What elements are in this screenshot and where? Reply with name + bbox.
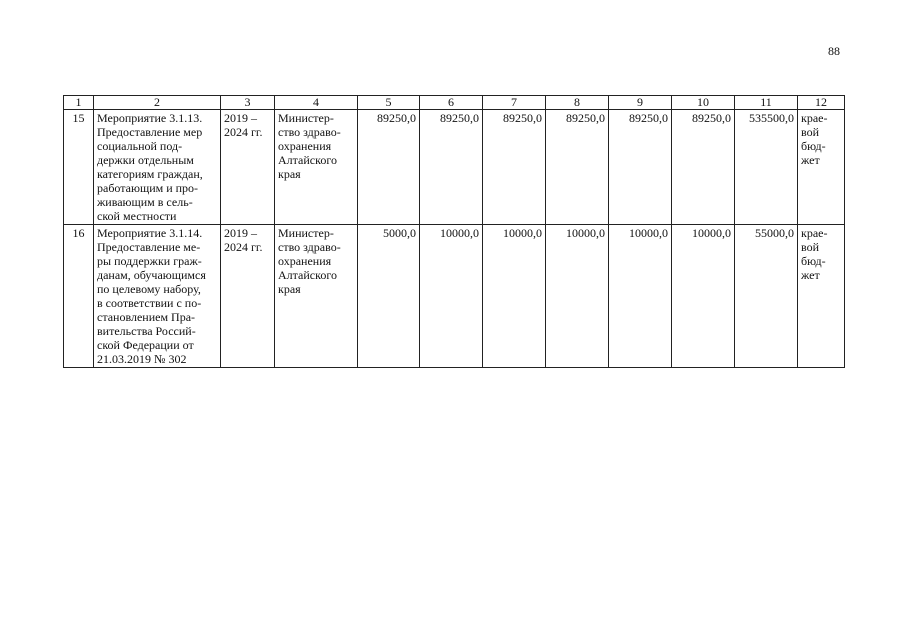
value-cell: 89250,0	[358, 110, 420, 225]
event-description: Мероприятие 3.1.13. Предоставление мер социальной под- держки отдельным категориям граждан, работающим и про- живающим в сель- ской местности	[94, 110, 221, 225]
funding-source-cell: крае- вой бюд- жет	[798, 110, 845, 225]
value-cell: 89250,0	[483, 110, 546, 225]
row-number: 16	[64, 225, 94, 368]
page-number: 88	[828, 44, 840, 58]
executor-cell: Министер- ство здраво- охранения Алтайского края	[275, 110, 358, 225]
table-row	[64, 110, 845, 225]
column-header: 2	[94, 96, 221, 110]
column-header: 12	[798, 96, 845, 110]
column-header: 7	[483, 96, 546, 110]
column-header: 11	[735, 96, 798, 110]
column-header: 1	[64, 96, 94, 110]
value-cell: 10000,0	[483, 225, 546, 368]
period-cell: 2019 – 2024 гг.	[221, 110, 275, 225]
period-cell: 2019 – 2024 гг.	[221, 225, 275, 368]
value-cell: 89250,0	[420, 110, 483, 225]
column-number-row	[64, 96, 845, 110]
column-header: 4	[275, 96, 358, 110]
event-description: Мероприятие 3.1.14. Предоставление ме- ры поддержки граж- данам, обучающимся по целевому набору, в соответствии с по- становлением Пра- вительства Россий- ской Федерации от 21.03.2019 № 302	[94, 225, 221, 368]
value-cell: 89250,0	[546, 110, 609, 225]
row-number: 15	[64, 110, 94, 225]
program-measures-table	[63, 95, 845, 368]
total-cell: 535500,0	[735, 110, 798, 225]
column-header: 10	[672, 96, 735, 110]
value-cell: 10000,0	[609, 225, 672, 368]
executor-cell: Министер- ство здраво- охранения Алтайского края	[275, 225, 358, 368]
column-header: 6	[420, 96, 483, 110]
total-cell: 55000,0	[735, 225, 798, 368]
value-cell: 10000,0	[672, 225, 735, 368]
value-cell: 10000,0	[546, 225, 609, 368]
value-cell: 10000,0	[420, 225, 483, 368]
value-cell: 5000,0	[358, 225, 420, 368]
value-cell: 89250,0	[609, 110, 672, 225]
column-header: 3	[221, 96, 275, 110]
column-header: 5	[358, 96, 420, 110]
column-header: 8	[546, 96, 609, 110]
table-row	[64, 225, 845, 368]
funding-source-cell: крае- вой бюд- жет	[798, 225, 845, 368]
value-cell: 89250,0	[672, 110, 735, 225]
column-header: 9	[609, 96, 672, 110]
